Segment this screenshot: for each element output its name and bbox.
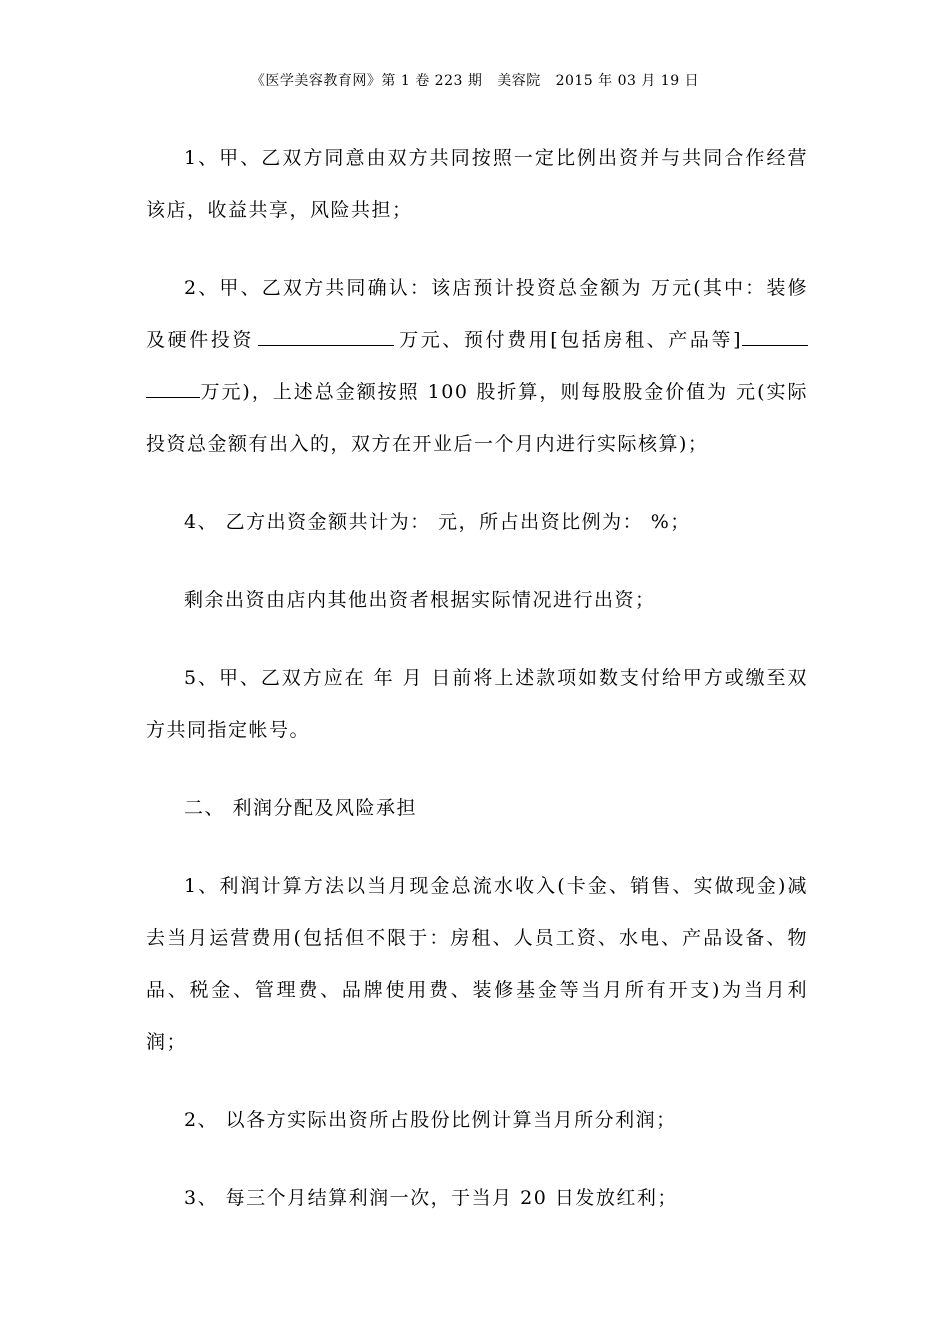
blank-prepaid-amount [742,325,808,346]
blank-hardware-amount [258,325,394,346]
blank-prepaid-amount-cont [146,377,200,398]
paragraph-7: 2、 以各方实际出资所占股份比例计算当月所分利润； [184,1109,677,1131]
paragraph-6: 1、利润计算方法以当月现金总流水收入(卡金、销售、实做现金)减去当月运营费用(包括但不限于：房租、人员工资、水电、产品设备、物品、税金、管理费、品牌使用费、装修基金等当月所有开支)为当月利润； [146,875,808,1053]
paragraph-2 [146,262,808,470]
paragraph-8: 3、 每三个月结算利润一次，于当月 20 日发放红利； [184,1187,678,1209]
paragraph-2-part-c: 万元)，上述总金额按照 100 股折算，则每股股金价值为 元(实际投资总金额有出入的，双方在开业后一个月内进行实际核算)； [146,381,808,455]
document-body [146,132,808,1250]
page-header [0,70,950,90]
paragraph-2-part-a: 2、甲、乙双方共同确认：该店预计投资总金额为 万元(其中：装修及硬件投资 [146,277,808,351]
paragraph-2-part-b: 万元、预付费用[包括房租、产品等] [398,329,742,351]
header-section: 美容院 [497,73,541,89]
paragraph-4: 剩余出资由店内其他出资者根据实际情况进行出资； [184,589,656,611]
header-journal: 《医学美容教育网》第 1 卷 223 期 [250,73,483,89]
paragraph-5: 5、甲、乙双方应在 年 月 日前将上述款项如数支付给甲方或缴至双方共同指定帐号。 [146,667,808,741]
paragraph-1: 1、甲、乙双方同意由双方共同按照一定比例出资并与共同合作经营该店，收益共享，风险共担； [146,147,808,221]
paragraph-3: 4、 乙方出资金额共计为： 元，所占出资比例为： %； [184,511,691,533]
section-title: 二、 利润分配及风险承担 [184,797,418,819]
header-date: 2015 年 03 月 19 日 [555,73,700,89]
